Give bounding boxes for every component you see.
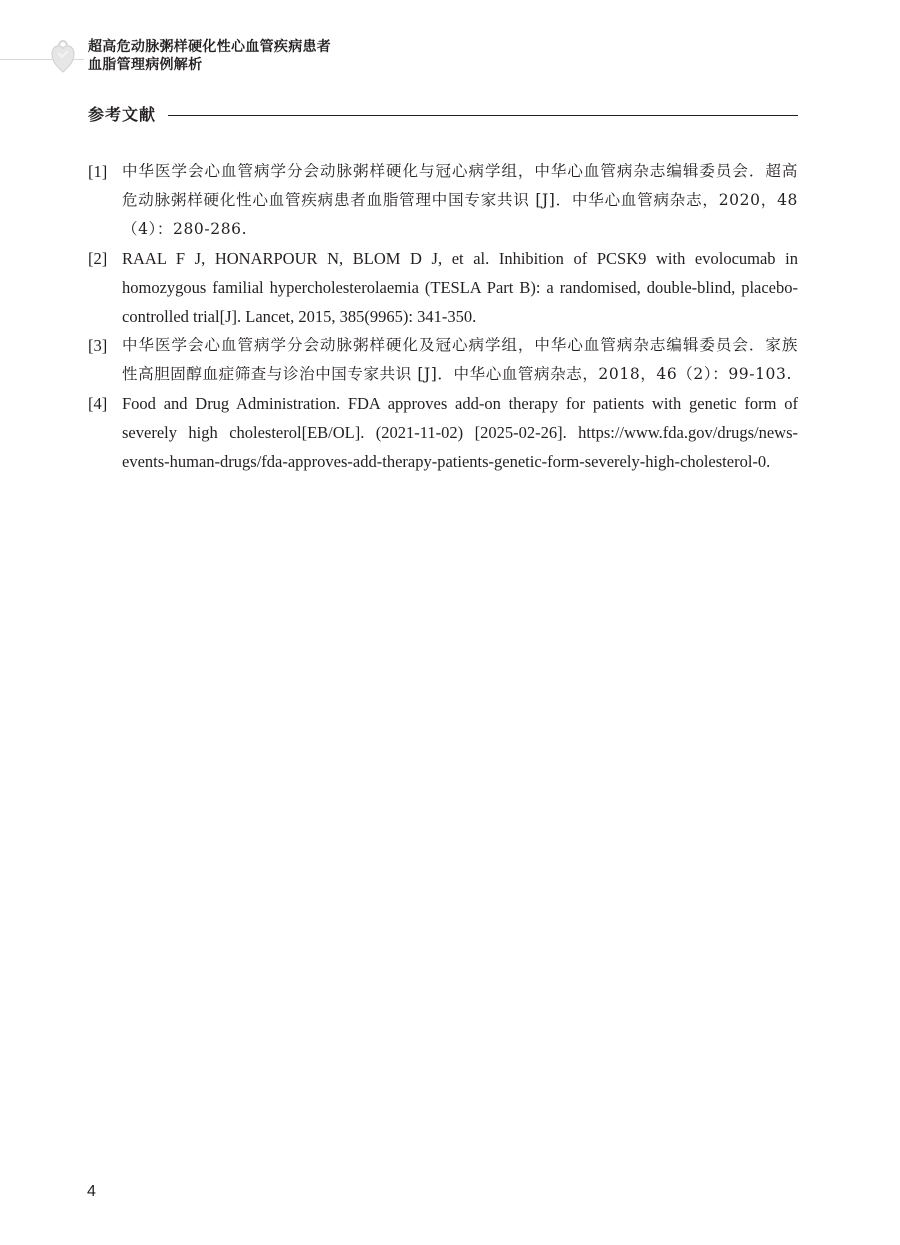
reference-number: [1] — [88, 162, 108, 181]
reference-item — [88, 157, 798, 244]
book-title-line1: 超高危动脉粥样硬化性心血管疾病患者 — [88, 39, 332, 55]
reference-item — [88, 331, 798, 389]
heart-emblem-icon — [50, 39, 76, 75]
reference-text: Food and Drug Administration. FDA approves add-on therapy for patients with genetic form of severely high cholesterol[EB/OL]. (2021-11-02) [2025-02-26]. https://www.fda.gov/drugs/news-events-human-drugs/fda-approves-add-therapy-patients-genetic-form-severely-high-cholesterol-0. — [122, 394, 798, 471]
section-title: 参考文献 — [88, 105, 157, 124]
reference-number: [3] — [88, 336, 108, 355]
reference-list — [88, 157, 798, 476]
reference-text: 中华医学会心血管病学分会动脉粥样硬化与冠心病学组，中华心血管病杂志编辑委员会．超高危动脉粥样硬化性心血管疾病患者血脂管理中国专家共识 [J]．中华心血管病杂志，2020，48（4）：280-286. — [122, 162, 798, 238]
reference-number: [4] — [88, 394, 108, 413]
page-number: 4 — [87, 1183, 96, 1200]
book-title-line2: 血脂管理病例解析 — [88, 57, 203, 73]
running-header — [0, 36, 900, 76]
book-title — [88, 38, 331, 74]
reference-text: RAAL F J, HONARPOUR N, BLOM D J, et al. Inhibition of PCSK9 with evolocumab in homozygous familial hypercholesterolaemia (TESLA Part B): a randomised, double-blind, placebo-controlled trial[J]. Lancet, 2015, 385(9965): 341-350. — [122, 249, 798, 326]
reference-number: [2] — [88, 249, 108, 268]
section-rule — [168, 115, 798, 116]
reference-item — [88, 244, 798, 331]
section-heading — [88, 104, 798, 128]
reference-text: 中华医学会心血管病学分会动脉粥样硬化及冠心病学组，中华心血管病杂志编辑委员会．家族性高胆固醇血症筛查与诊治中国专家共识 [J]．中华心血管病杂志，2018，46（2）：99-103. — [122, 336, 798, 383]
reference-item — [88, 389, 798, 476]
